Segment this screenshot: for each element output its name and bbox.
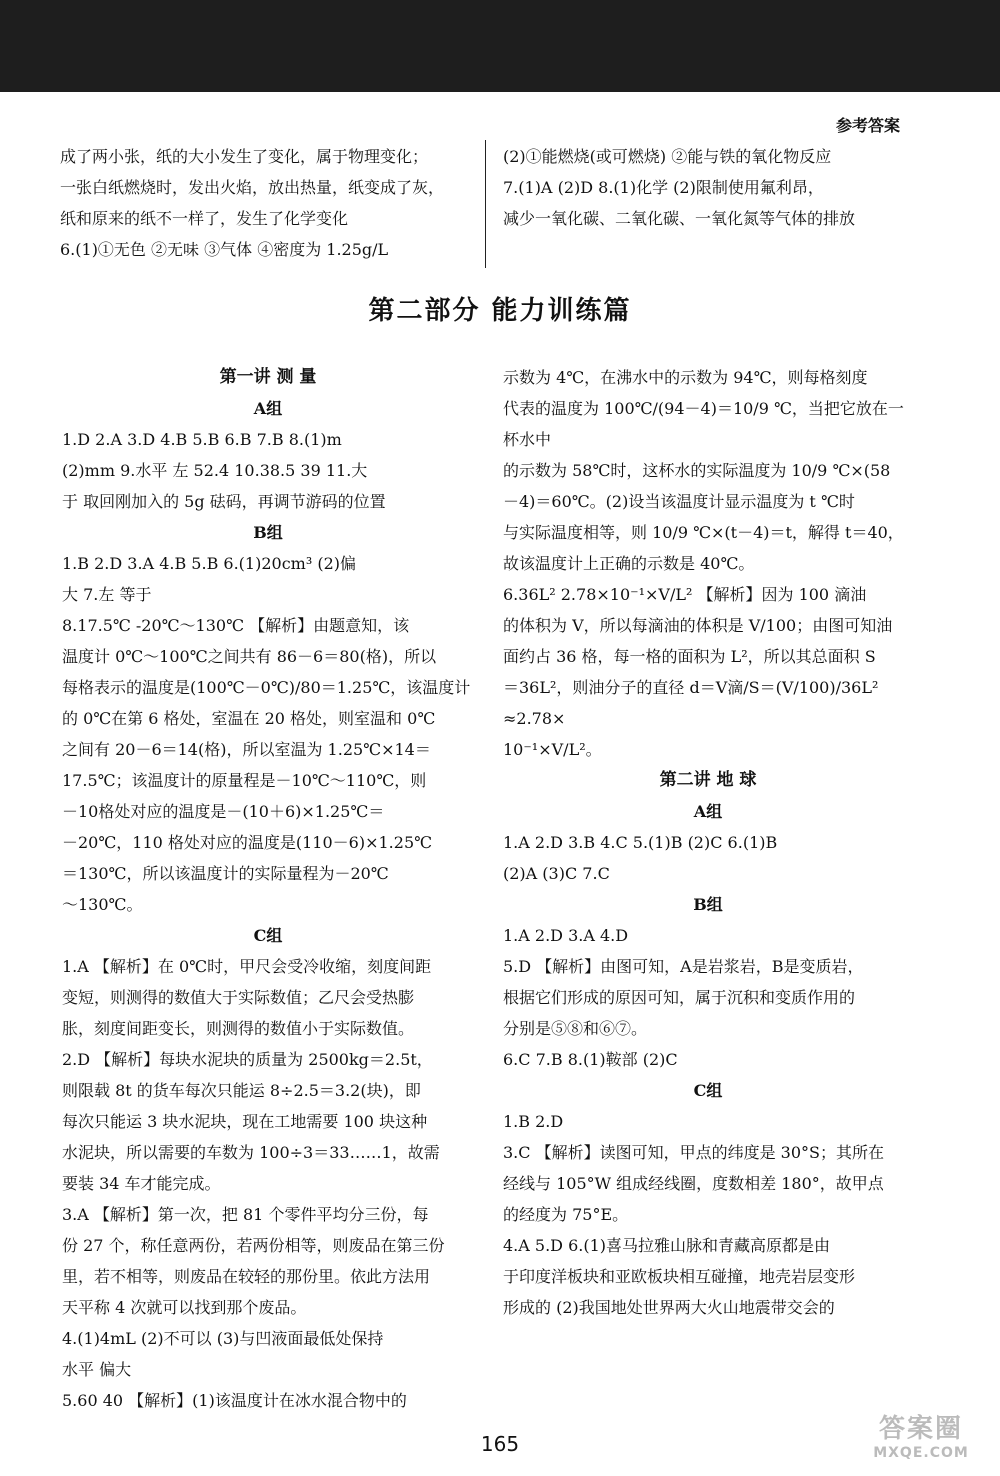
text-line: 7.(1)A (2)D 8.(1)化学 (2)限制使用氟利昂，: [503, 178, 824, 197]
answer-line: 1.A 2.D 3.A 4.D: [503, 926, 629, 945]
watermark-bottom-text: MXQE.COM: [873, 1445, 969, 1461]
text-line: 成了两小张，纸的大小发生了变化，属于物理变化；: [60, 147, 429, 166]
answer-line: 5.60 40 【解析】(1)该温度计在冰水混合物中的: [62, 1391, 407, 1410]
answer-line: 4.A 5.D 6.(1)喜马拉雅山脉和青藏高原都是由: [503, 1236, 831, 1255]
answer-line: 3.C 【解析】读图可知，甲点的纬度是 30°S；其所在: [503, 1143, 885, 1162]
answer-line: 水平 偏大: [62, 1360, 132, 1379]
answer-line: －4)＝60℃。(2)设当该温度计显示温度为 t ℃时: [503, 492, 855, 511]
top-right-continued-text: [503, 141, 923, 234]
left-column: [62, 362, 474, 1416]
answer-line: 4.(1)4mL (2)不可以 (3)与凹液面最低处保持: [62, 1329, 384, 1348]
watermark-top-text: 答案圈: [878, 1414, 963, 1444]
answer-line: 3.A 【解析】第一次，把 81 个零件平均分三份，每: [62, 1205, 429, 1224]
answer-line: 示数为 4℃，在沸水中的示数为 94℃，则每格刻度: [503, 368, 868, 387]
top-left-continued-text: [60, 141, 470, 265]
answer-line: 故该温度计上正确的示数是 40℃。: [503, 554, 755, 573]
answer-line: ＝36L²，则油分子的直径 d＝V滴/S＝(V/100)/36L² ≈2.78×: [503, 678, 879, 728]
answer-line: 天平称 4 次就可以找到那个废品。: [62, 1298, 307, 1317]
answer-line: 1.D 2.A 3.D 4.B 5.B 6.B 7.B 8.(1)m: [62, 430, 342, 449]
lecture-heading: 第二讲 地 球: [659, 770, 757, 790]
answer-line: 1.B 2.D: [503, 1112, 564, 1131]
answer-line: 变短，则测得的数值大于实际数值；乙尺会受热膨: [62, 988, 415, 1007]
answer-line: ＝130℃，所以该温度计的实际量程为－20℃: [62, 864, 389, 883]
text-line: 6.(1)①无色 ②无味 ③气体 ④密度为 1.25g/L: [60, 240, 389, 259]
watermark-logo: [862, 1408, 980, 1468]
answer-line: 与实际温度相等，则 10/9 ℃×(t－4)＝t，解得 t＝40，: [503, 523, 904, 542]
text-line: (2)①能燃烧(或可燃烧) ②能与铁的氧化物反应: [503, 147, 832, 166]
text-line: 纸和原来的纸不一样了，发生了化学变化: [60, 209, 349, 228]
answer-line: 2.D 【解析】每块水泥块的质量为 2500kg＝2.5t，: [62, 1050, 433, 1069]
answer-line: 要装 34 车才能完成。: [62, 1174, 221, 1193]
answer-line: 8.17.5℃ -20℃～130℃ 【解析】由题意知，该: [62, 616, 410, 635]
top-dark-band: [0, 0, 1000, 92]
answer-line: －20℃，110 格处对应的温度是(110－6)×1.25℃: [62, 833, 433, 852]
answer-line: 于印度洋板块和亚欧板块相互碰撞，地壳岩层变形: [503, 1267, 856, 1286]
answer-line: 大 7.左 等于: [62, 585, 152, 604]
answer-line: －10格处对应的温度是－(10＋6)×1.25℃＝: [62, 802, 385, 821]
answer-line: 于 取回刚加入的 5g 砝码，再调节游码的位置: [62, 492, 386, 511]
answer-line: 份 27 个，称任意两份，若两份相等，则废品在第三份: [62, 1236, 445, 1255]
group-heading: A组: [253, 399, 283, 418]
answer-line: 胀，刻度间距变长，则测得的数值小于实际数值。: [62, 1019, 415, 1038]
text-line: 一张白纸燃烧时，发出火焰，放出热量，纸变成了灰，: [60, 178, 445, 197]
answer-line: 之间有 20－6＝14(格)，所以室温为 1.25℃×14＝: [62, 740, 431, 759]
group-heading: A组: [693, 802, 723, 821]
answer-line: (2)mm 9.水平 左 52.4 10.38.5 39 11.大: [62, 461, 368, 480]
answer-line: 1.A 2.D 3.B 4.C 5.(1)B (2)C 6.(1)B: [503, 833, 778, 852]
answer-line: 每格表示的温度是(100℃－0℃)/80＝1.25℃，该温度计: [62, 678, 471, 697]
header-label: 参考答案: [835, 116, 900, 135]
answer-line: 的体积为 V，所以每滴油的体积是 V/100；由图可知油: [503, 616, 893, 635]
answer-line: 的经度为 75°E。: [503, 1205, 629, 1224]
group-heading: B组: [693, 895, 723, 914]
right-column: [503, 362, 913, 1323]
answer-line: 17.5℃；该温度计的原量程是－10℃～110℃，则: [62, 771, 427, 790]
answer-line: 经线与 105°W 组成经线圈，度数相差 180°，故甲点: [503, 1174, 884, 1193]
answer-line: 根据它们形成的原因可知，属于沉积和变质作用的: [503, 988, 856, 1007]
group-heading: C组: [693, 1081, 723, 1100]
answer-line: 10⁻¹×V/L²。: [503, 740, 602, 759]
group-heading: C组: [253, 926, 283, 945]
answer-line: 面约占 36 格，每一格的面积为 L²，所以其总面积 S: [503, 647, 876, 666]
text-line: 减少一氧化碳、二氧化碳、一氧化氮等气体的排放: [503, 209, 856, 228]
answer-line: 形成的 (2)我国地处世界两大火山地震带交会的: [503, 1298, 835, 1317]
part-title: 第二部分 能力训练篇: [368, 296, 632, 326]
answer-line: 则限载 8t 的货车每次只能运 8÷2.5＝3.2(块)，即: [62, 1081, 421, 1100]
group-heading: B组: [253, 523, 283, 542]
answer-line: 1.B 2.D 3.A 4.B 5.B 6.(1)20cm³ (2)偏: [62, 554, 357, 573]
answer-line: 5.D 【解析】由图可知，A是岩浆岩，B是变质岩，: [503, 957, 864, 976]
answer-line: 的 0℃在第 6 格处，室温在 20 格处，则室温和 0℃: [62, 709, 436, 728]
answer-line: 温度计 0℃～100℃之间共有 86－6＝80(格)，所以: [62, 647, 437, 666]
answer-line: ～130℃。: [62, 895, 143, 914]
answer-line: 6.36L² 2.78×10⁻¹×V/L² 【解析】因为 100 滴油: [503, 585, 867, 604]
answer-line: (2)A (3)C 7.C: [503, 864, 610, 883]
answer-line: 水泥块，所以需要的车数为 100÷3＝33……1，故需: [62, 1143, 440, 1162]
lecture-heading: 第一讲 测 量: [219, 367, 317, 387]
answer-line: 1.A 【解析】在 0℃时，甲尺会受冷收缩，刻度间距: [62, 957, 432, 976]
answer-line: 里，若不相等，则废品在较轻的那份里。依此方法用: [62, 1267, 431, 1286]
answer-line: 6.C 7.B 8.(1)鞍部 (2)C: [503, 1050, 678, 1069]
answer-line: 代表的温度为 100℃/(94－4)＝10/9 ℃，当把它放在一杯水中: [503, 399, 904, 449]
column-divider: [485, 140, 486, 268]
answer-line: 分别是⑤⑧和⑥⑦。: [503, 1019, 648, 1038]
answer-line: 的示数为 58℃时，这杯水的实际温度为 10/9 ℃×(58: [503, 461, 891, 480]
answer-line: 每次只能运 3 块水泥块，现在工地需要 100 块这种: [62, 1112, 428, 1131]
page-number: 165: [480, 1432, 520, 1456]
